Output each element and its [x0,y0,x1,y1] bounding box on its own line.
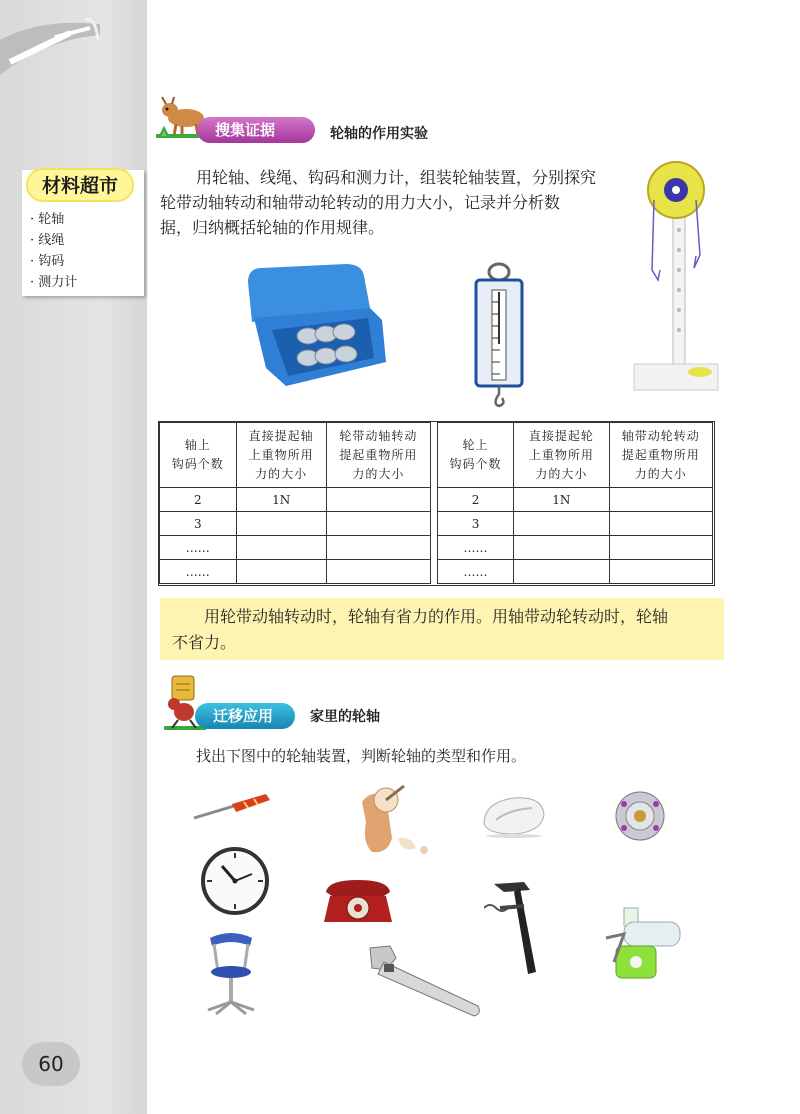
conclusion-text [172,604,720,656]
table-header-row [438,423,713,488]
hand-crank-sharpener-image [342,782,434,858]
table-row: …… [160,560,431,584]
materials-item: · 线绳 [30,230,77,251]
paragraph-line: 据，归纳概括轮轴的作用规律。 [160,218,385,237]
table-wheel-weights [437,422,713,584]
table-row: 2 1N [160,488,431,512]
table-row: 3 [160,512,431,536]
adjustable-wrench-image [360,944,484,1020]
table-header-cell: 直接提起轮 上重物所用 力的大小 [514,423,610,488]
swivel-chair-image [202,928,260,1016]
section-subtitle: 轮轴的作用实验 [330,126,428,142]
table-row: 3 [438,512,713,536]
materials-item: · 钩码 [30,251,77,272]
table-row: …… [160,536,431,560]
section-subtitle: 家里的轮轴 [310,709,380,725]
section-label-transfer-application: 迁移应用 [195,703,295,729]
materials-item: · 轮轴 [30,209,77,230]
table-header-cell: 直接提起轴 上重物所用 力的大小 [236,423,326,488]
page-corner-decoration [0,0,100,75]
paragraph-line: 用轮轴、线绳、钩码和测力计，组装轮轴装置，分别探究 [196,168,597,187]
corkscrew-image [484,878,550,974]
table-header-cell: 轴上 钩码个数 [160,423,237,488]
page-number: 60 [22,1042,80,1086]
computer-mouse-image [478,792,550,838]
table-header-cell: 轮带动轴转动 提起重物所用 力的大小 [326,423,430,488]
doorknob-lock-image [610,790,670,842]
wheel-axle-apparatus-image [630,160,722,394]
table-row: …… [438,536,713,560]
hook-weights-box-image [246,262,392,390]
materials-item: · 测力计 [30,272,77,293]
conclusion-line: 用轮带动轴转动时，轮轴有省力的作用。用轴带动轮转动时，轮轴 [204,607,669,626]
spring-scale-image [472,262,526,408]
instruction-text: 找出下图中的轮轴装置，判断轮轴的类型和作用。 [196,747,527,765]
screwdriver-image [192,790,272,822]
rotary-telephone-image [320,876,396,926]
table-row: …… [438,560,713,584]
table-header-cell: 轴带动轮转动 提起重物所用 力的大小 [609,423,712,488]
table-axle-weights [159,422,431,584]
table-header-cell: 轮上 钩码个数 [438,423,514,488]
paragraph-line: 轮带动轴转动和轴带动轮转动的用力大小，记录并分析数 [160,193,561,212]
materials-list [30,209,77,293]
conclusion-line: 不省力。 [172,633,237,652]
table-row: 2 1N [438,488,713,512]
wall-clock-image [200,846,270,916]
materials-title: 材料超市 [26,168,134,202]
section-label-collect-evidence: 搜集证据 [197,117,315,143]
table-header-row [160,423,431,488]
meat-grinder-image [594,900,690,986]
